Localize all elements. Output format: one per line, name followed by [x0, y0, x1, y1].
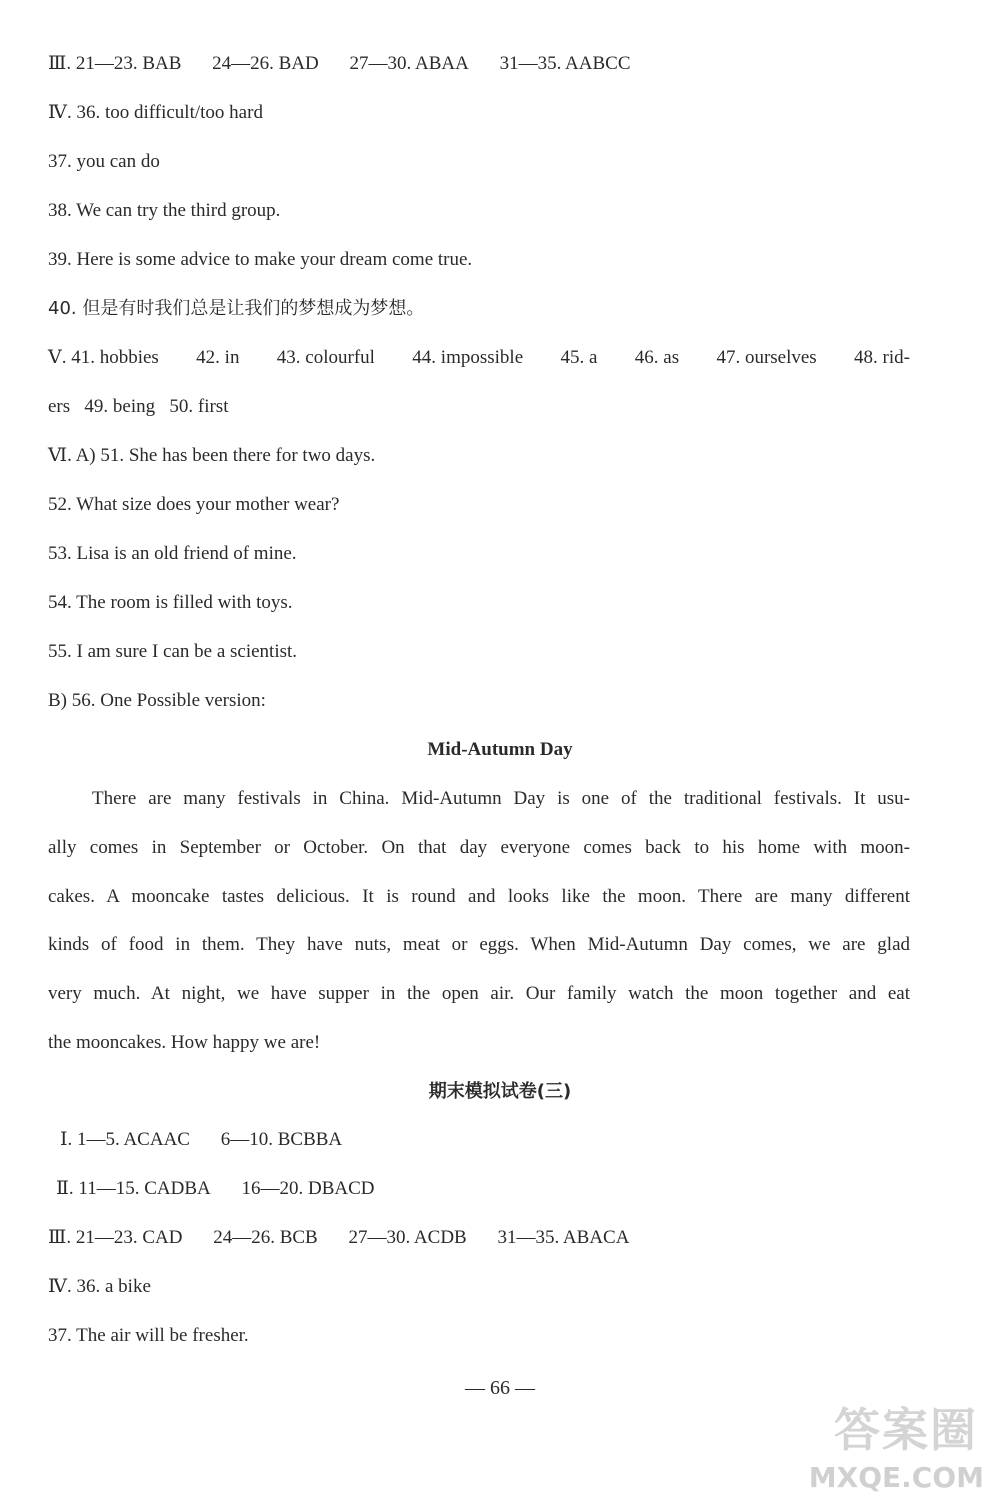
answer-group: 6—10. BCBBA [220, 1129, 343, 1150]
answer-group: 27—30. ACDB [348, 1227, 467, 1248]
answer-line-section-5 [48, 346, 910, 370]
exam-3-answer-37: 37. The air will be fresher. [48, 1325, 249, 1346]
answer-47: 47. ourselves [716, 347, 817, 368]
answer-44: 44. impossible [412, 347, 524, 368]
answer-group: Ⅲ. 21—23. CAD [48, 1227, 183, 1248]
answer-52: 52. What size does your mother wear? [48, 494, 340, 515]
answer-line-section-5-cont: ers 49. being 50. first [48, 396, 229, 417]
answer-46: 46. as [634, 347, 680, 368]
answer-group: 27—30. ABAA [349, 53, 469, 74]
section-3-roman: Ⅲ. [48, 53, 72, 74]
answer-38: 38. We can try the third group. [48, 200, 281, 221]
essay-title: Mid-Autumn Day [427, 739, 573, 760]
answer-group: Ⅰ. 1—5. ACAAC [60, 1129, 190, 1150]
answer-54: 54. The room is filled with toys. [48, 592, 293, 613]
answer-45: 45. a [560, 347, 598, 368]
watermark-logo [790, 1394, 990, 1494]
watermark-url: MXQE.COM [808, 1461, 984, 1494]
exam-3-title: 期末模拟试卷(三) [428, 1081, 572, 1102]
essay-line: very much. At night, we have supper in the open air. Our family watch the moon together and eat [48, 983, 910, 1004]
answer-group: 16—20. DBACD [241, 1178, 375, 1199]
answer-group: 21—23. BAB [75, 53, 182, 74]
answer-55: 55. I am sure I can be a scientist. [48, 641, 298, 662]
page-number: — 66 — [465, 1377, 535, 1399]
essay-line: cakes. A mooncake tastes delicious. It is round and looks like the moon. There are many different [48, 886, 910, 907]
answer-41: Ⅴ. 41. hobbies [48, 347, 159, 368]
answer-48: 48. rid- [854, 347, 910, 368]
answer-37: 37. you can do [48, 151, 160, 172]
answer-group: 24—26. BAD [212, 53, 319, 74]
essay-line: the mooncakes. How happy we are! [48, 1032, 321, 1053]
answer-group: 24—26. BCB [213, 1227, 318, 1248]
essay-line: kinds of food in them. They have nuts, meat or eggs. When Mid-Autumn Day comes, we are glad [48, 934, 910, 955]
answer-51: Ⅵ. A) 51. She has been there for two days. [48, 445, 376, 466]
answer-group: 31—35. ABACA [497, 1227, 630, 1248]
answer-56-intro: B) 56. One Possible version: [48, 690, 266, 711]
answer-group: Ⅱ. 11—15. CADBA [56, 1178, 211, 1199]
essay-line: There are many festivals in China. Mid-Autumn Day is one of the traditional festivals. It usu- [92, 788, 910, 809]
watermark-text: 答案圈 [834, 1403, 978, 1457]
answer-53: 53. Lisa is an old friend of mine. [48, 543, 297, 564]
exam-3-answer-36: Ⅳ. 36. a bike [48, 1276, 151, 1297]
answer-40: 40. 但是有时我们总是让我们的梦想成为梦想。 [48, 298, 425, 319]
answer-39: 39. Here is some advice to make your dream come true. [48, 249, 473, 270]
exam-3-section-2 [56, 1177, 374, 1201]
exam-3-section-1 [60, 1128, 342, 1152]
answer-43: 43. colourful [276, 347, 375, 368]
answer-group: 31—35. AABCC [499, 53, 631, 74]
answer-42: 42. in [196, 347, 240, 368]
essay-line: ally comes in September or October. On that day everyone comes back to his home with moon- [48, 837, 910, 858]
exam-3-section-3 [48, 1226, 629, 1250]
answer-36: Ⅳ. 36. too difficult/too hard [48, 102, 263, 123]
answer-line-section-3 [48, 52, 631, 76]
